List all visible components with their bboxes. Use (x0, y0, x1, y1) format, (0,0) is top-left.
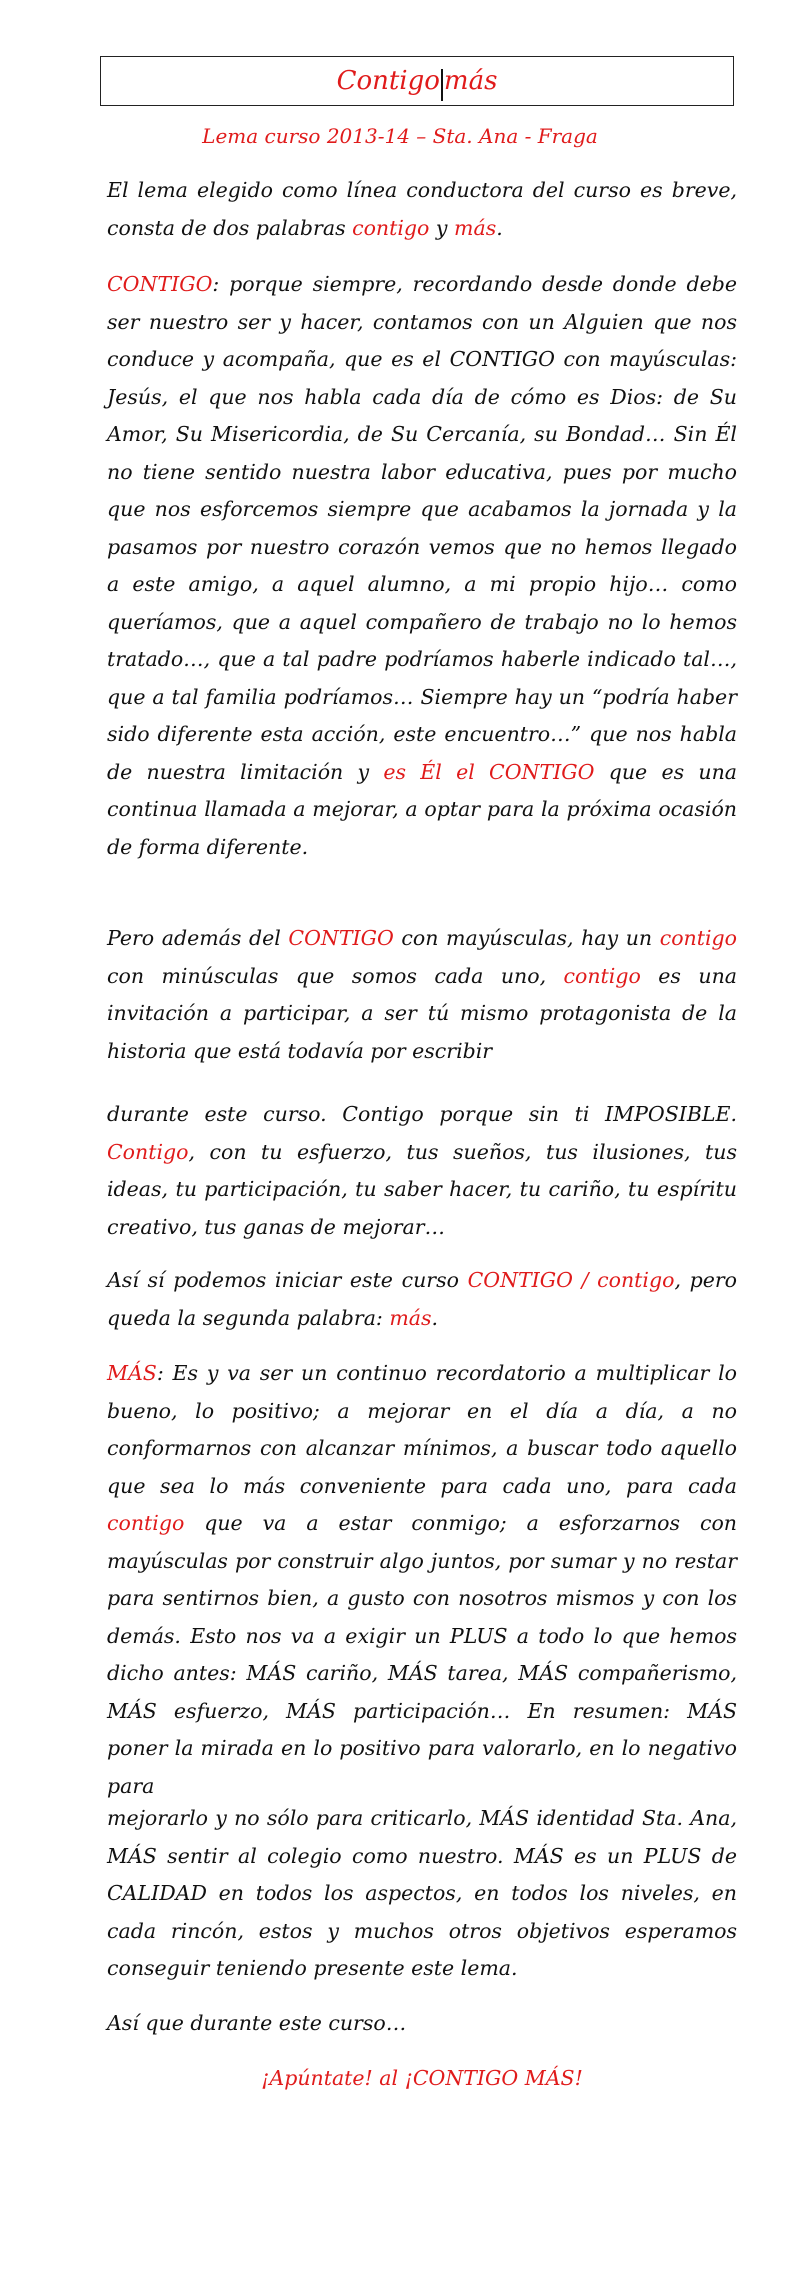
text: que es una continua llamada a mejorar, a optar para la próxima ocasión de forma diferente. (107, 759, 737, 859)
text: . (496, 215, 503, 240)
paragraph-intro (107, 172, 737, 263)
text: es una invitación a participar, a ser tú mismo protagonista de la historia que está todavía por escribir (107, 963, 737, 1063)
text: con minúsculas que somos cada uno, (107, 963, 564, 988)
title-word-contigo: Contigo (336, 66, 440, 96)
text: , con tu esfuerzo, tus sueños, tus ilusiones, tus ideas, tu participación, tu saber hacer, tu cariño, tu espíritu creativo, tus ganas de mejorar… (107, 1139, 737, 1239)
paragraph-asi (107, 1262, 737, 1353)
text: , pero queda la segunda palabra: (107, 1268, 737, 1330)
title-word-mas: más (443, 66, 498, 96)
text: Así que durante este curso… (107, 2011, 407, 2035)
highlight: CONTIGO (107, 272, 213, 296)
text: : Es y va ser un continuo recordatorio a multiplicar lo bueno, lo positivo; a mejorar en el día a día, a no conformarnos con alcanzar mínimos, a buscar todo aquello que sea lo más conveniente para cada uno, para cada (107, 1361, 737, 1498)
paragraph-mejorarlo (107, 1800, 737, 2004)
highlight: CONTIGO / contigo (467, 1268, 675, 1292)
highlight: CONTIGO (288, 926, 394, 950)
paragraph-contigo (107, 266, 737, 882)
text: durante este curso. Contigo porque sin ti IMPOSIBLE. (107, 1102, 737, 1126)
highlight: más (454, 215, 497, 240)
paragraph-mas (107, 1355, 737, 1821)
text: Pero además del (107, 926, 289, 950)
text: Así sí podemos iniciar este curso (107, 1268, 468, 1292)
text: . (431, 1305, 439, 1330)
highlight: es Él el CONTIGO (383, 759, 595, 784)
highlight: contigo (659, 926, 738, 950)
highlight: contigo (107, 1511, 185, 1535)
highlight: contigo (563, 963, 641, 988)
highlight: MÁS (107, 1361, 157, 1385)
text: y (429, 215, 455, 240)
paragraph-asi-que (107, 2005, 737, 2059)
text: mejorarlo y no sólo para criticarlo, MÁS identidad Sta. Ana, MÁS sentir al colegio como nuestro. MÁS es un PLUS de CALIDAD en todos los aspectos, en todos los niveles, en cada rincón, estos y muchos otros objetivos esperamos conseguir teniendo presente este lema. (107, 1806, 737, 1980)
highlight: Contigo (107, 1139, 189, 1164)
text: El lema elegido como línea conductora del curso es breve, consta de dos palabras (107, 178, 737, 240)
text: que va a estar conmigo; a esforzarnos con mayúsculas por construir algo juntos, por sumar y no restar para sentirnos bien, a gusto con nosotros mismos y con los demás. Esto nos va a exigir un PLUS a todo lo que hemos dicho antes: MÁS cariño, MÁS tarea, MÁS compañerismo, MÁS esfuerzo, MÁS participación… En resumen: MÁS poner la mirada en lo positivo para valorarlo, en lo negativo para (107, 1511, 737, 1798)
text-cursor (441, 69, 443, 101)
subtitle: Lema curso 2013-14 – Sta. Ana - Fraga (202, 124, 598, 148)
text: con mayúsculas, hay un (393, 926, 660, 950)
paragraph-durante (107, 1096, 737, 1262)
text: : porque siempre, recordando desde donde debe ser nuestro ser y hacer, contamos con un Alguien que nos conduce y acompaña, que es el CONTIGO con mayúsculas: Jesús, el que nos habla cada día de cómo es Dios: de Su Amor, Su Misericordia, de Su Cercanía, su Bondad… Sin Él no tiene sentido nuestra labor educativa, pues por mucho que nos esforcemos siempre que acabamos la jornada y la pasamos por nuestro corazón vemos que no hemos llegado a este amigo, a aquel alumno, a mi propio hijo… como queríamos, que a aquel compañero de trabajo no lo hemos tratado…, que a tal padre podríamos haberle indicado tal…, que a tal familia podríamos… Siempre hay un “podría haber sido diferente esta acción, este encuentro…” que nos habla de nuestra limitación y (107, 272, 737, 784)
closing-line: ¡Apúntate! al ¡CONTIGO MÁS! (261, 2066, 583, 2090)
paragraph-ademas (107, 920, 737, 1086)
highlight: más (389, 1305, 432, 1330)
highlight: contigo (352, 215, 430, 240)
title-box (100, 56, 734, 106)
